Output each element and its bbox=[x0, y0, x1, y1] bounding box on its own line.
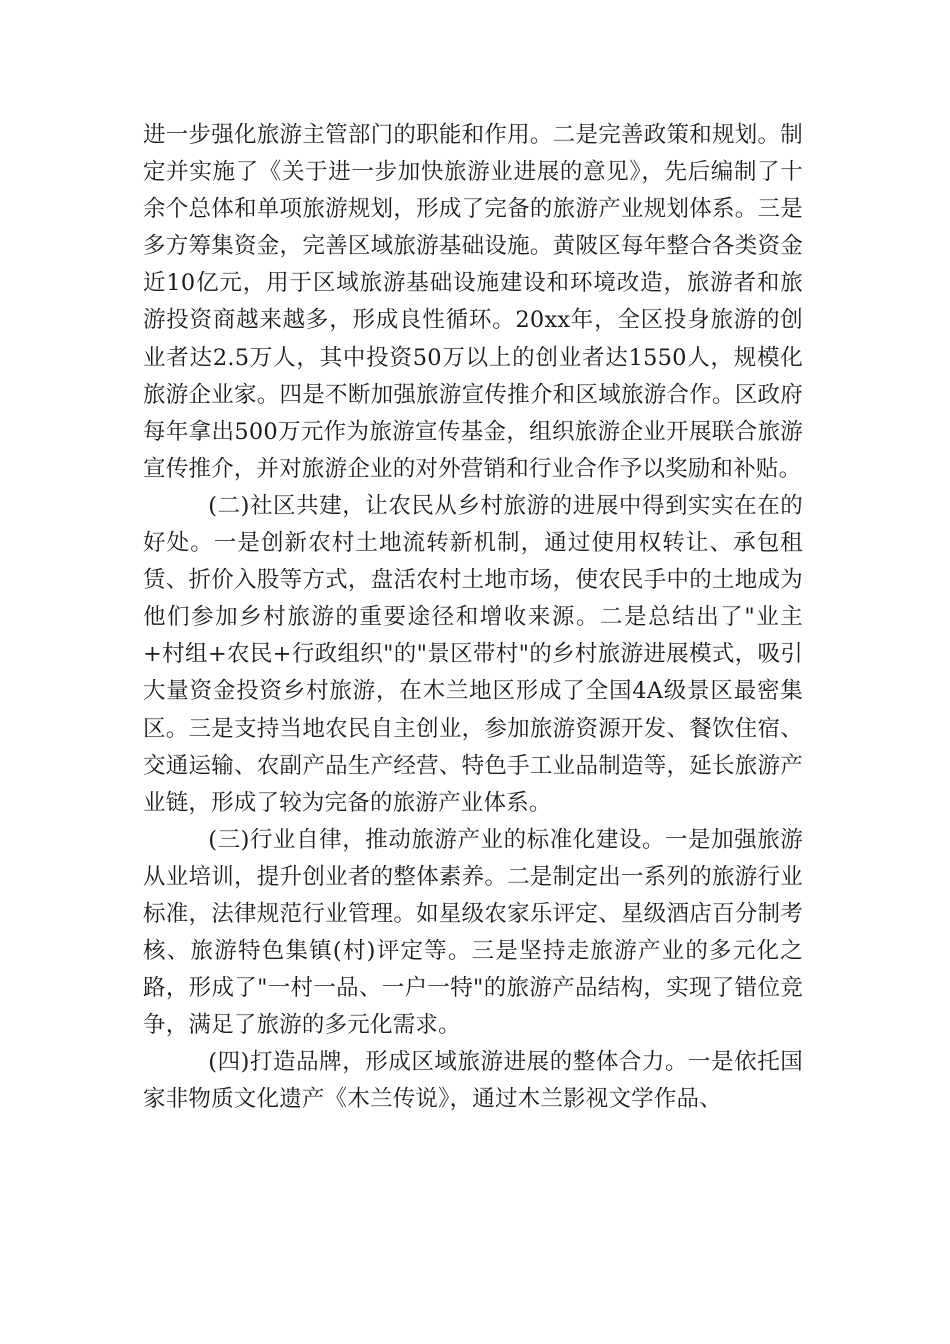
document-body bbox=[143, 117, 803, 1119]
paragraph-section-4: (四)打造品牌，形成区域旅游进展的整体合力。一是依托国家非物质文化遗产《木兰传说》，通过木兰影视文学作品、 bbox=[143, 1049, 803, 1113]
paragraph-section-2: (二)社区共建，让农民从乡村旅游的进展中得到实实在在的好处。一是创新农村土地流转新机制，通过使用权转让、承包租赁、折价入股等方式，盘活农村土地市场，使农民手中的土地成为他们参加乡村旅游的重要途径和增收来源。二是总结出了"业主+村组+农民+行政组织"的"景区带村"的乡村旅游进展模式，吸引大量资金投资乡村旅游，在木兰地区形成了全国4A级景区最密集区。三是支持当地农民自主创业，参加旅游资源开发、餐饮住宿、交通运输、农副产品生产经营、特色手工业品制造等，延长旅游产业链，形成了较为完备的旅游产业体系。 bbox=[143, 492, 803, 816]
paragraph-section-3: (三)行业自律，推动旅游产业的标准化建设。一是加强旅游从业培训，提升创业者的整体素养。二是制定出一系列的旅游行业标准，法律规范行业管理。如星级农家乐评定、星级酒店百分制考核、旅游特色集镇(村)评定等。三是坚持走旅游产业的多元化之路，形成了"一村一品、一户一特"的旅游产品结构，实现了错位竞争，满足了旅游的多元化需求。 bbox=[143, 826, 803, 1039]
paragraph-continued: 进一步强化旅游主管部门的职能和作用。二是完善政策和规划。制定并实施了《关于进一步加快旅游业进展的意见》，先后编制了十余个总体和单项旅游规划，形成了完备的旅游产业规划体系。三是多方筹集资金，完善区域旅游基础设施。黄陂区每年整合各类资金近10亿元，用于区域旅游基础设施建设和环境改造，旅游者和旅游投资商越来越多，形成良性循环。20xx年，全区投身旅游的创业者达2.5万人，其中投资50万以上的创业者达1550人，规模化旅游企业家。四是不断加强旅游宣传推介和区域旅游合作。区政府每年拿出500万元作为旅游宣传基金，组织旅游企业开展联合旅游宣传推介，并对旅游企业的对外营销和行业合作予以奖励和补贴。 bbox=[143, 122, 803, 482]
